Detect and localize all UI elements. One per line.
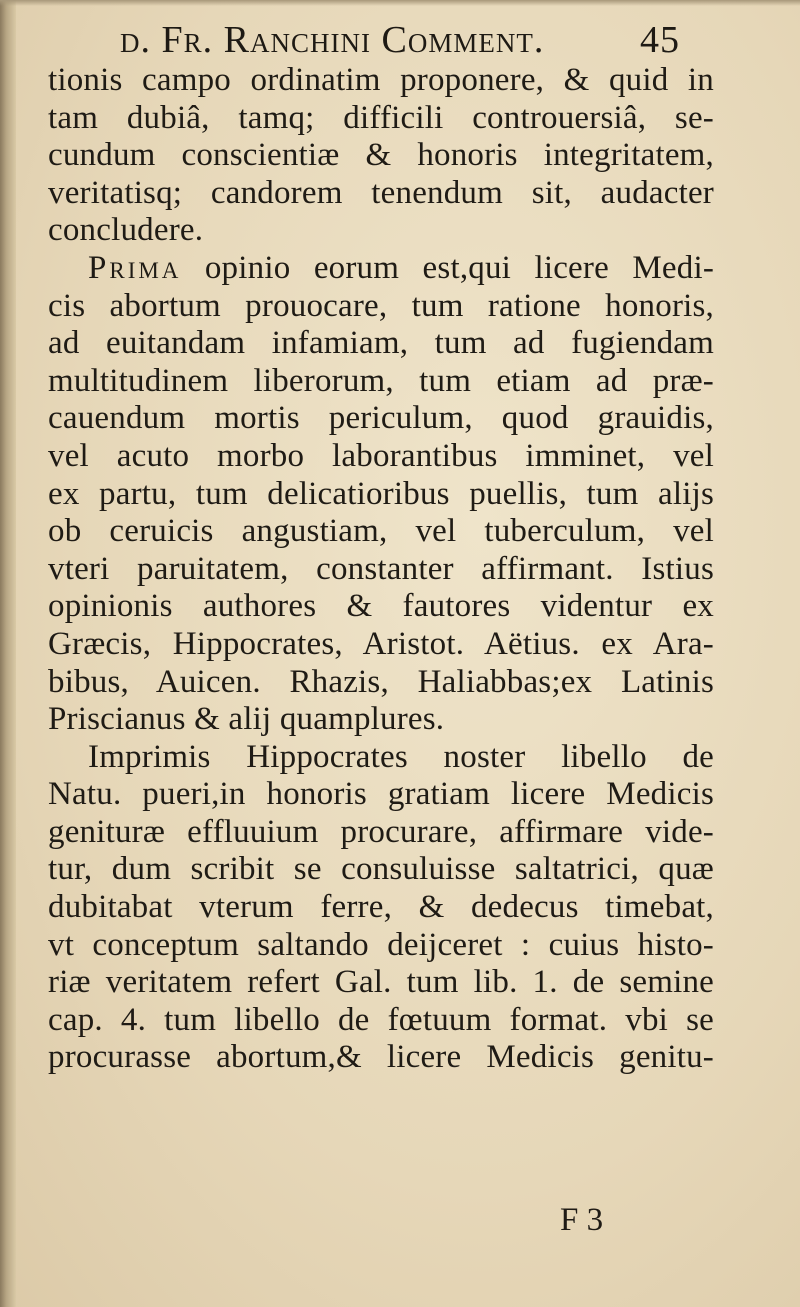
- page-number: 45: [640, 19, 680, 61]
- text-line: vt conceptum saltando deijceret : cuius histo-: [48, 926, 714, 963]
- text-line: cap. 4. tum libello de fœtuum format. vbi se: [48, 1001, 714, 1038]
- text-line: cis abortum prouocare, tum ratione honoris,: [48, 287, 714, 324]
- text-line: opinionis authores & fautores videntur ex: [48, 588, 714, 625]
- text-line-rest: opinio eorum est,qui licere Medi-: [204, 249, 715, 286]
- running-head: [120, 16, 680, 64]
- text-line: vteri paruitatem, constanter affirmant. Istius: [48, 550, 714, 587]
- text-line: veritatisq; candorem tenendum sit, audacter: [48, 174, 714, 211]
- text-line: cundum conscientiæ & honoris integritatem,: [48, 137, 714, 174]
- text-line: ob ceruicis angustiam, vel tuberculum, vel: [48, 513, 714, 550]
- text-line: tur, dum scribit se consuluisse saltatrici, quæ: [48, 851, 714, 888]
- running-title: d. Fr. Ranchini Comment.: [120, 19, 545, 61]
- text-line: Imprimis Hippocrates noster libello de: [88, 738, 714, 775]
- text-line: concludere.: [48, 212, 204, 249]
- text-line: ex partu, tum delicatioribus puellis, tum alijs: [48, 475, 714, 512]
- page-top-edge: [0, 0, 800, 6]
- body-text: [48, 62, 714, 1077]
- text-line: cauendum mortis periculum, quod grauidis,: [48, 400, 714, 437]
- text-line: Natu. pueri,in honoris gratiam licere Medicis: [48, 776, 714, 813]
- text-line: multitudinem liberorum, tum etiam ad præ-: [48, 362, 714, 399]
- text-line: bibus, Auicen. Rhazis, Haliabbas;ex Latinis: [48, 663, 714, 700]
- signature-mark: F 3: [560, 1202, 604, 1238]
- text-line: ad euitandam infamiam, tum ad fugiendam: [48, 325, 714, 362]
- prima-word: Prima: [88, 249, 182, 286]
- text-line: Priscianus & alij quamplures.: [48, 701, 445, 738]
- text-line: dubitabat vterum ferre, & dedecus timebat,: [48, 889, 714, 926]
- text-line: genituræ effluuium procurare, affirmare vide-: [48, 813, 714, 850]
- text-line: Græcis, Hippocrates, Aristot. Aëtius. ex Ara-: [48, 625, 714, 662]
- text-line: procurasse abortum,& licere Medicis genitu-: [48, 1039, 714, 1076]
- text-line-prima: [48, 250, 714, 288]
- text-line: riæ veritatem refert Gal. tum lib. 1. de semine: [48, 964, 714, 1001]
- page-gutter: [0, 0, 16, 1307]
- text-line: vel acuto morbo laborantibus imminet, vel: [48, 437, 714, 474]
- text-line: tionis campo ordinatim proponere, & quid in: [48, 62, 714, 98]
- text-line: tam dubiâ, tamq; difficili controuersiâ, se-: [48, 99, 714, 136]
